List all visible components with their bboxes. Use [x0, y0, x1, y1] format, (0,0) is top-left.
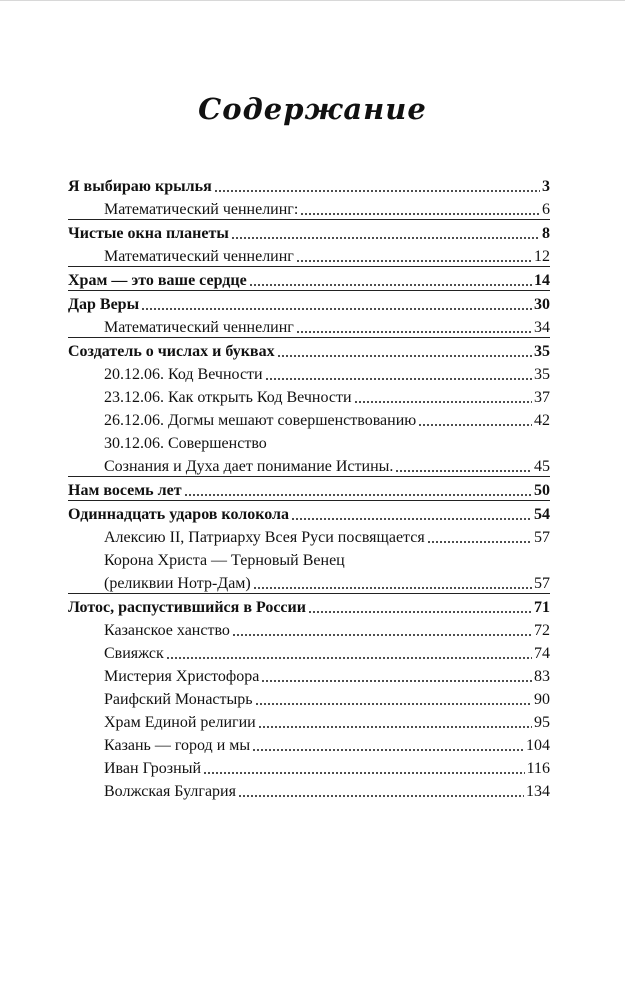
subsection-title: Казань — город и мы	[104, 737, 251, 754]
chapter-title: Лотос, распустившийся в России	[68, 599, 306, 616]
dot-leader	[296, 331, 532, 333]
page-number: 3	[542, 178, 550, 195]
subsection-title: Раифский Монастырь	[104, 691, 253, 708]
toc-subsection[interactable]	[68, 732, 550, 755]
page-number: 74	[534, 645, 550, 662]
subsection-title: Мистерия Христофора	[104, 668, 260, 685]
toc-chapter[interactable]	[68, 501, 550, 524]
chapter-title: Одиннадцать ударов колокола	[68, 506, 289, 523]
page-number: 30	[534, 296, 550, 313]
page-number: 8	[542, 225, 550, 242]
dot-leader	[203, 772, 525, 774]
page-number: 57	[534, 575, 550, 592]
toc-subsection[interactable]	[68, 547, 550, 570]
page-number: 6	[542, 201, 550, 218]
toc-subsection[interactable]	[68, 640, 550, 663]
subsection-title: Казанское ханство	[104, 622, 230, 639]
page-number: 90	[534, 691, 550, 708]
page-number: 104	[526, 737, 550, 754]
subsection-title: Алексию II, Патриарху Всея Руси посвящается	[104, 529, 425, 546]
dot-leader	[300, 213, 540, 215]
toc-subsection[interactable]	[68, 361, 550, 384]
dot-leader	[427, 541, 532, 543]
page-title: Содержание	[198, 92, 427, 126]
chapter-title: Я выбираю крылья	[68, 178, 212, 195]
subsection-title-continued: (реликвии Нотр-Дам)	[104, 575, 251, 592]
dot-leader	[253, 587, 532, 589]
subsection-title: 20.12.06. Код Вечности	[104, 366, 263, 383]
dot-leader	[296, 260, 532, 262]
page-number: 83	[534, 668, 550, 685]
subsection-title: 30.12.06. Совершенство	[104, 435, 267, 452]
dot-leader	[255, 703, 532, 705]
page-number: 14	[534, 272, 550, 289]
toc-chapter[interactable]	[68, 477, 550, 501]
chapter-title: Создатель о числах и буквах	[68, 343, 275, 360]
dot-leader	[395, 470, 532, 472]
toc-subsection[interactable]	[68, 196, 550, 220]
page-number: 134	[526, 783, 550, 800]
page-number: 95	[534, 714, 550, 731]
page-number: 71	[534, 599, 550, 616]
toc-subsection[interactable]	[68, 686, 550, 709]
toc-chapter[interactable]	[68, 173, 550, 196]
chapter-title: Чистые окна планеты	[68, 225, 229, 242]
toc-subsection[interactable]	[68, 430, 550, 453]
toc-subsection[interactable]	[68, 243, 550, 267]
dot-leader	[291, 518, 532, 520]
toc-subsection[interactable]	[68, 709, 550, 732]
subsection-title: Храм Единой религии	[104, 714, 256, 731]
dot-leader	[258, 726, 532, 728]
toc-subsection[interactable]	[68, 755, 550, 778]
page-number: 34	[534, 319, 550, 336]
subsection-title: Иван Грозный	[104, 760, 201, 777]
toc-chapter[interactable]	[68, 291, 550, 314]
dot-leader	[232, 634, 532, 636]
subsection-title: Свияжск	[104, 645, 164, 662]
dot-leader	[308, 611, 532, 613]
page-number: 116	[526, 760, 550, 777]
toc-chapter[interactable]	[68, 338, 550, 361]
dot-leader	[277, 355, 532, 357]
page-number: 35	[534, 366, 550, 383]
page-number: 45	[534, 458, 550, 475]
chapter-title: Дар Веры	[68, 296, 140, 313]
subsection-title: Математический ченнелинг	[104, 248, 294, 265]
subsection-title: Корона Христа — Терновый Венец	[104, 552, 345, 569]
table-of-contents	[68, 173, 550, 801]
dot-leader	[141, 308, 532, 310]
dot-leader	[265, 378, 532, 380]
page-number: 72	[534, 622, 550, 639]
toc-subsection[interactable]	[68, 524, 550, 547]
dot-leader	[418, 424, 532, 426]
page-number: 35	[534, 343, 550, 360]
subsection-title: Математический ченнелинг	[104, 319, 294, 336]
dot-leader	[214, 190, 540, 192]
toc-subsection-continuation[interactable]	[68, 453, 550, 477]
subsection-title: Математический ченнелинг:	[104, 201, 299, 218]
toc-subsection[interactable]	[68, 663, 550, 686]
dot-leader	[231, 237, 540, 239]
dot-leader	[249, 284, 532, 286]
toc-chapter[interactable]	[68, 220, 550, 243]
dot-leader	[252, 749, 524, 751]
subsection-title: Волжская Булгария	[104, 783, 236, 800]
toc-subsection[interactable]	[68, 407, 550, 430]
page-number: 37	[534, 389, 550, 406]
chapter-title: Храм — это ваше сердце	[68, 272, 247, 289]
page-number: 57	[534, 529, 550, 546]
dot-leader	[261, 680, 532, 682]
dot-leader	[354, 401, 532, 403]
page-number: 50	[534, 482, 550, 499]
toc-chapter[interactable]	[68, 267, 550, 291]
subsection-title: 26.12.06. Догмы мешают совершенствованию	[104, 412, 417, 429]
toc-chapter[interactable]	[68, 594, 550, 617]
page-number: 12	[534, 248, 550, 265]
page-number: 54	[534, 506, 550, 523]
subsection-title-continued: Сознания и Духа дает понимание Истины.	[104, 458, 394, 475]
toc-subsection[interactable]	[68, 617, 550, 640]
dot-leader	[166, 657, 532, 659]
toc-subsection[interactable]	[68, 778, 550, 801]
toc-subsection-continuation[interactable]	[68, 570, 550, 594]
dot-leader	[184, 494, 532, 496]
chapter-title: Нам восемь лет	[68, 482, 182, 499]
page-number: 42	[534, 412, 550, 429]
dot-leader	[238, 795, 524, 797]
subsection-title: 23.12.06. Как открыть Код Вечности	[104, 389, 352, 406]
toc-subsection[interactable]	[68, 384, 550, 407]
toc-subsection[interactable]	[68, 314, 550, 338]
